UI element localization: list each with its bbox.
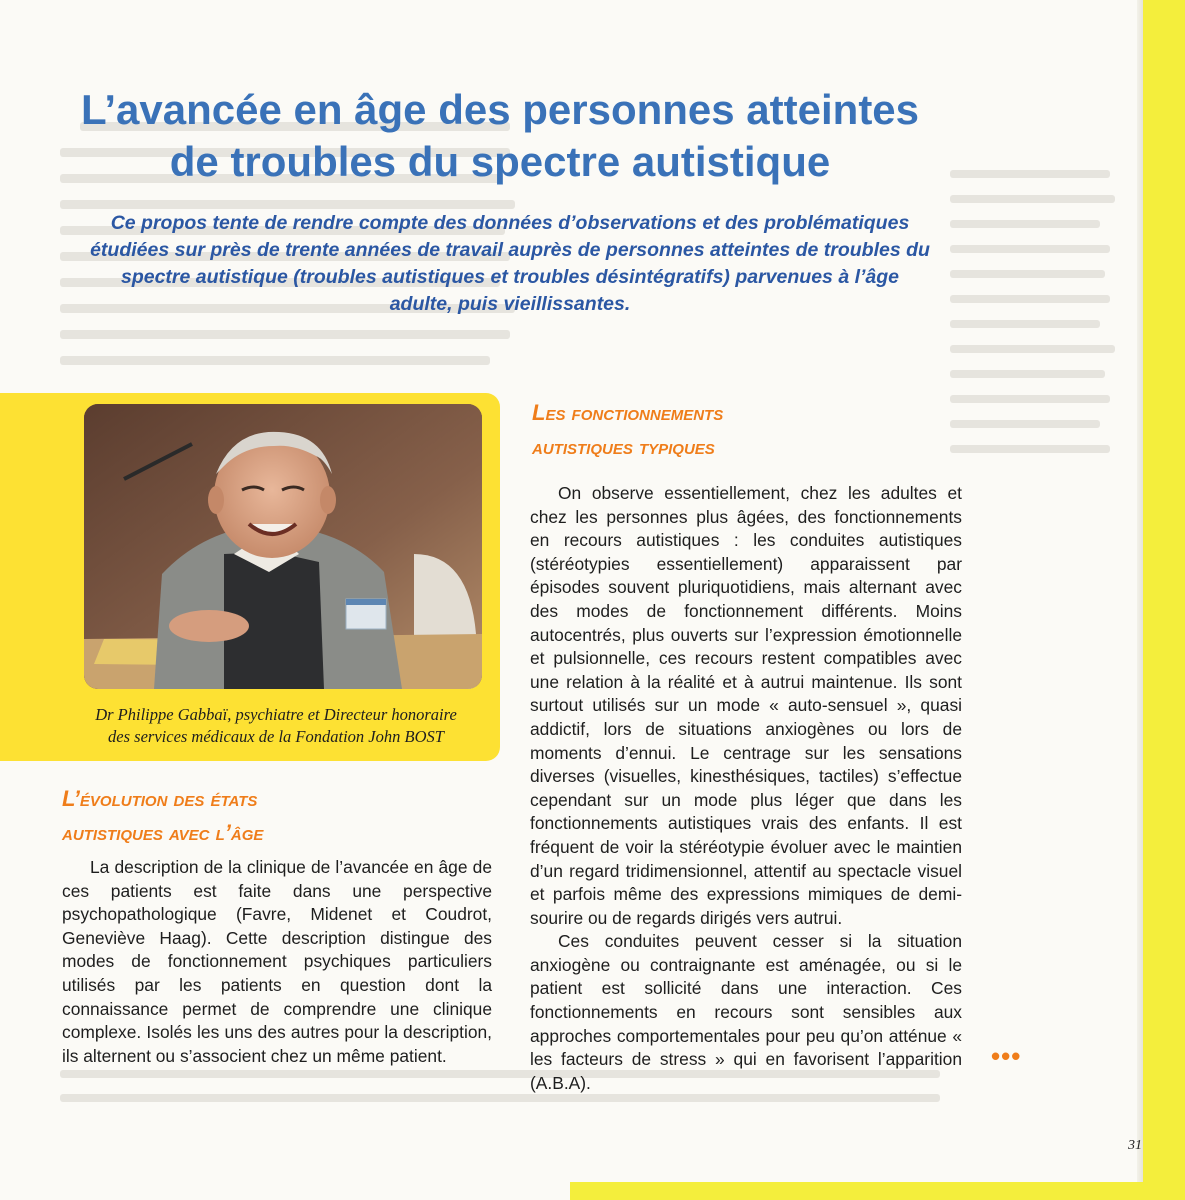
photo-caption-line-1: Dr Philippe Gabbaï, psychiatre et Directeur honoraire — [95, 705, 457, 724]
section-heading-evolution-line-2: autistiques avec l’âge — [62, 820, 264, 845]
show-through-lines-right — [950, 80, 1120, 500]
continuation-dots: ••• — [991, 1041, 1022, 1071]
paragraph: La description de la clinique de l’avancée en âge de ces patients est faite dans une perspective psychopathologique (Favre, Midenet et Coudrot, Geneviève Haag). Cette description distingue des modes de fonctionnement psychiques particuliers utilisés par les patients en question dont la connaissance permet de comprendre une clinique complexe. Isolés les uns des autres pour la description, ils alternent ou s’associent chez un même patient. — [62, 857, 492, 1066]
section-heading-fonctionnements-line-1: Les fonctionnements — [532, 400, 724, 425]
bottom-color-strip — [570, 1182, 1185, 1200]
article-title-line-2: de troubles du spectre autistique — [169, 138, 831, 185]
paragraph: On observe essentiellement, chez les adultes et chez les personnes plus âgées, des fonctionnements en recours autistiques : les conduites autistiques (stéréotypies essentiellement) apparaissent par épisodes souvent pluriquotidiens, mais alternant avec des modes de fonctionnement différents. Moins autocentrés, plus ouverts sur l’expression émotionnelle et pulsionnelle, ces recours restent compatibles avec une relation à la réalité et à autrui maintenue. Ils sont surtout utilisés sur un mode « auto-sensuel », quasi addictif, lors de situations anxiogènes ou lors de moments d’ennui. Le centrage sur les sensations diverses (visuelles, kinesthésiques, tactiles) s’effectue cependant sur un mode plus léger que dans les fonctionnements autistiques vrais des enfants. Il est fréquent de voir la stéréotypie évoluer avec le maintien d’un regard tridimensionnel, attentif au spectacle visuel et parfois même des expressions mimiques de demi-sourire ou de regards dirigés vers autrui. — [530, 483, 962, 928]
section-heading-fonctionnements-line-2: autistiques typiques — [532, 434, 715, 459]
article-title-line-1: L’avancée en âge des personnes atteintes — [80, 86, 920, 133]
section-heading-fonctionnements — [532, 396, 723, 464]
side-color-strip — [1143, 0, 1185, 1200]
section-heading-evolution-line-1: L’évolution des états — [62, 786, 258, 811]
section-heading-evolution — [62, 782, 263, 850]
page-number: 31 — [1128, 1138, 1142, 1153]
section-body-fonctionnements — [530, 482, 962, 1095]
photo-caption-line-2: des services médicaux de la Fondation John BOST — [108, 727, 444, 746]
article-title — [60, 84, 940, 188]
article-intro: Ce propos tente de rendre compte des données d’observations et des problématiques étudiées sur près de trente années de travail auprès de personnes atteintes de troubles du spectre autistique (troubles autistiques et troubles désintégratifs) parvenues à l’âge adulte, puis vieillissantes. — [90, 212, 930, 315]
paragraph: Ces conduites peuvent cesser si la situation anxiogène ou contraignante est aménagée, ou si le patient est sollicité dans une interaction. Ces fonctionnements en recours sont sensibles aux approches comportementales pour peu qu’on atténue « les facteurs de stress » qui en favorisent l’apparition (A.B.A). — [530, 931, 962, 1093]
portrait-photo — [84, 404, 482, 689]
photo-caption — [60, 704, 492, 748]
show-through-texture-right — [950, 80, 1120, 500]
portrait-illustration — [84, 404, 482, 689]
section-body-evolution — [62, 856, 492, 1068]
